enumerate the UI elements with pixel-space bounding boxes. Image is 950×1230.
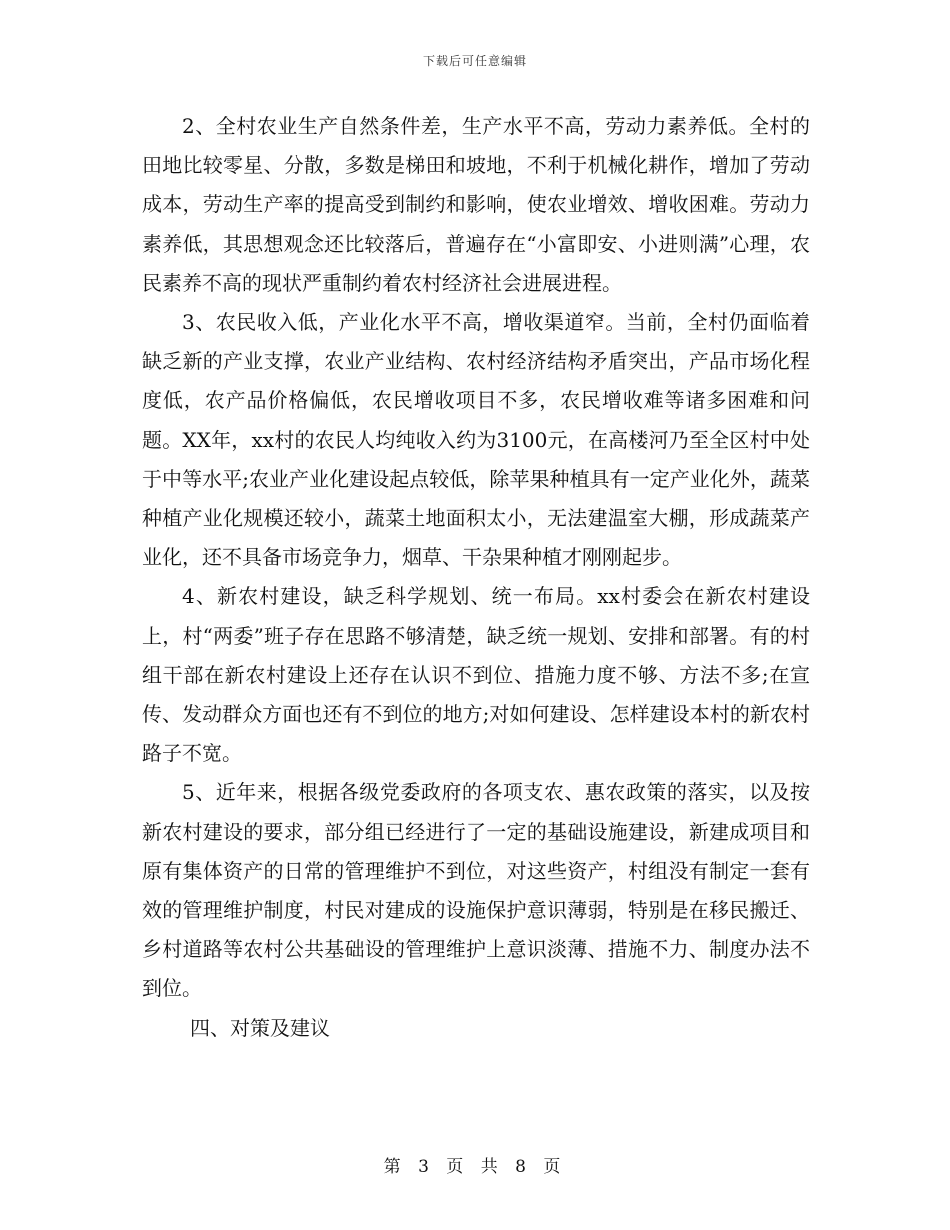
- paragraph-4: 4、新农村建设，缺乏科学规划、统一布局。xx村委会在新农村建设上，村“两委”班子存在思路不够清楚，缺乏统一规划、安排和部署。有的村组干部在新农村建设上还存在认识不到位、措施力度不够、方法不多;在宣传、发动群众方面也还有不到位的地方;对如何建设、怎样建设本村的新农村路子不宽。: [142, 584, 810, 766]
- document-body: [142, 107, 810, 1048]
- page-header: 下载后可任意编辑: [422, 54, 527, 68]
- paragraph-3: 3、农民收入低，产业化水平不高，增收渠道窄。当前，全村仍面临着缺乏新的产业支撑，农业产业结构、农村经济结构矛盾突出，产品市场化程度低，农产品价格偏低，农民增收项目不多，农民增收难等诸多困难和问题。XX年，xx村的农民人均纯收入约为3100元，在高楼河乃至全区村中处于中等水平;农业产业化建设起点较低，除苹果种植具有一定产业化外，蔬菜种植产业化规模还较小，蔬菜土地面积太小，无法建温室大棚，形成蔬菜产业化，还不具备市场竞争力，烟草、干杂果种植才刚刚起步。: [142, 310, 810, 570]
- page-number-footer: 第 3 页 共 8 页: [383, 1157, 567, 1177]
- paragraph-2: 2、全村农业生产自然条件差，生产水平不高，劳动力素养低。全村的田地比较零星、分散，多数是梯田和坡地，不利于机械化耕作，增加了劳动成本，劳动生产率的提高受到制约和影响，使农业增效、增收困难。劳动力素养低，其思想观念还比较落后，普遍存在“小富即安、小进则满”心理，农民素养不高的现状严重制约着农村经济社会进展进程。: [142, 114, 810, 295]
- section-heading: 四、对策及建议: [190, 1015, 330, 1040]
- paragraph-5: 5、近年来，根据各级党委政府的各项支农、惠农政策的落实，以及按新农村建设的要求，部分组已经进行了一定的基础设施建设，新建成项目和原有集体资产的日常的管理维护不到位，对这些资产，村组没有制定一套有效的管理维护制度，村民对建成的设施保护意识薄弱，特别是在移民搬迁、乡村道路等农村公共基础设的管理维护上意识淡薄、措施不力、制度办法不到位。: [142, 780, 810, 1001]
